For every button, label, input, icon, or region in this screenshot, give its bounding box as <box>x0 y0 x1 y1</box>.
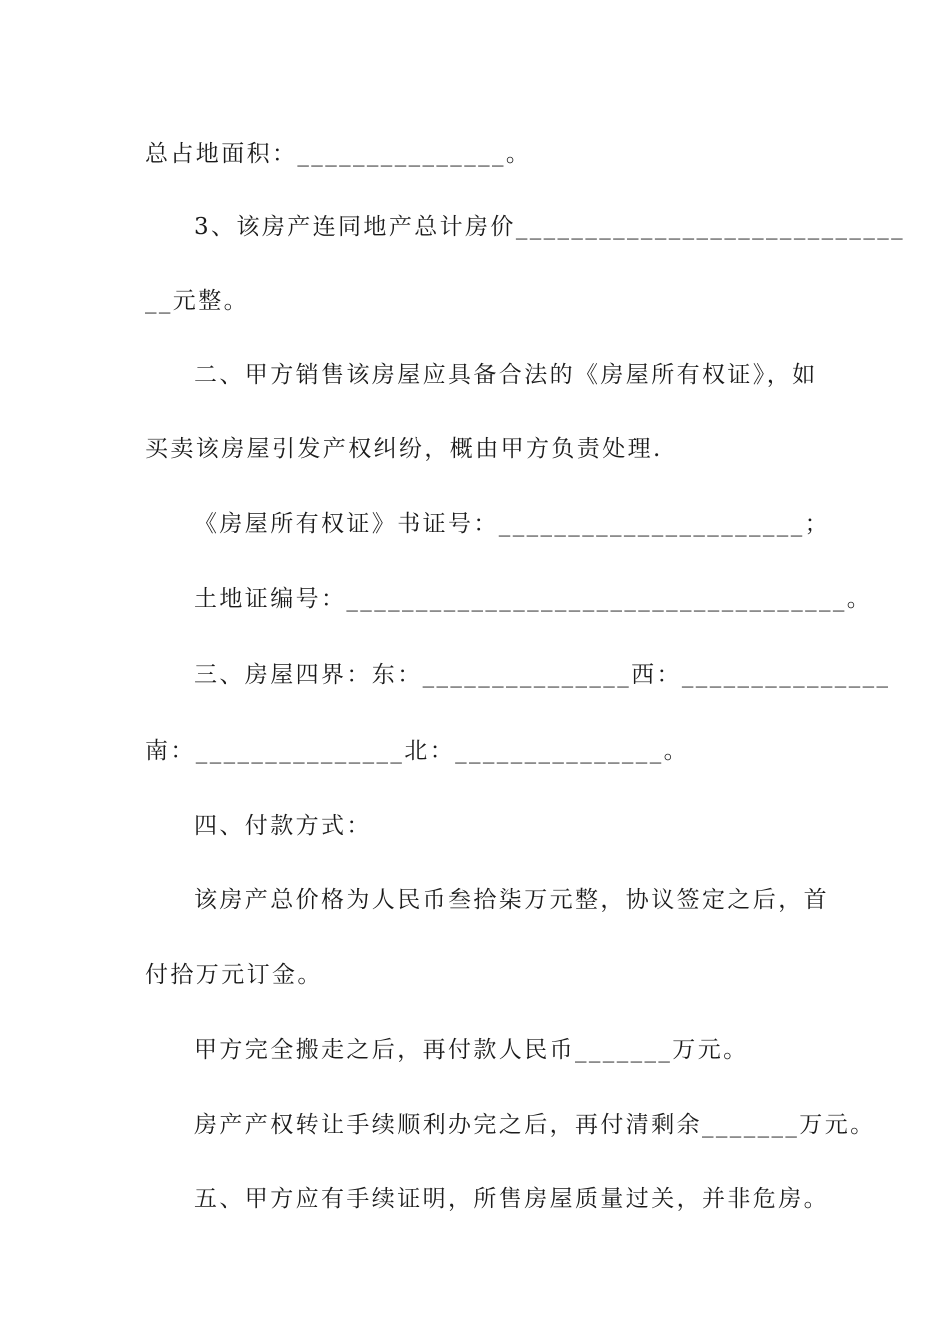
text-line-section-4: 四、付款方式： <box>194 813 372 839</box>
text-line-boundaries-east-west: 三、房屋四界：东：_______________西：_______________ <box>194 662 891 688</box>
text-line-land-certificate: 土地证编号：____________________________________。 <box>194 586 873 612</box>
text-line-payment-total: 该房产总价格为人民币叁拾柒万元整，协议签定之后，首 <box>194 887 829 913</box>
text-line-section-2: 二、甲方销售该房屋应具备合法的《房屋所有权证》，如 <box>194 362 818 388</box>
text-line-price-suffix: __元整。 <box>145 288 249 314</box>
text-line-boundaries-south-north: 南：_______________北：_______________。 <box>145 738 689 764</box>
text-line-payment-final: 房产产权转让手续顺利办完之后，再付清剩余_______万元。 <box>194 1112 876 1138</box>
text-line-section-2-cont: 买卖该房屋引发产权纠纷，概由甲方负责处理. <box>145 436 663 462</box>
text-line-section-5: 五、甲方应有手续证明，所售房屋质量过关，并非危房。 <box>194 1186 829 1212</box>
text-line-certificate-number: 《房屋所有权证》书证号：______________________； <box>194 511 830 537</box>
text-line-payment-second: 甲方完全搬走之后，再付款人民币_______万元。 <box>194 1037 749 1063</box>
text-line-total-price: 3、该房产连同地产总计房价____________________________ <box>194 214 906 240</box>
text-line-payment-deposit: 付拾万元订金。 <box>145 962 323 988</box>
text-line-land-area: 总占地面积：_______________。 <box>145 141 532 167</box>
